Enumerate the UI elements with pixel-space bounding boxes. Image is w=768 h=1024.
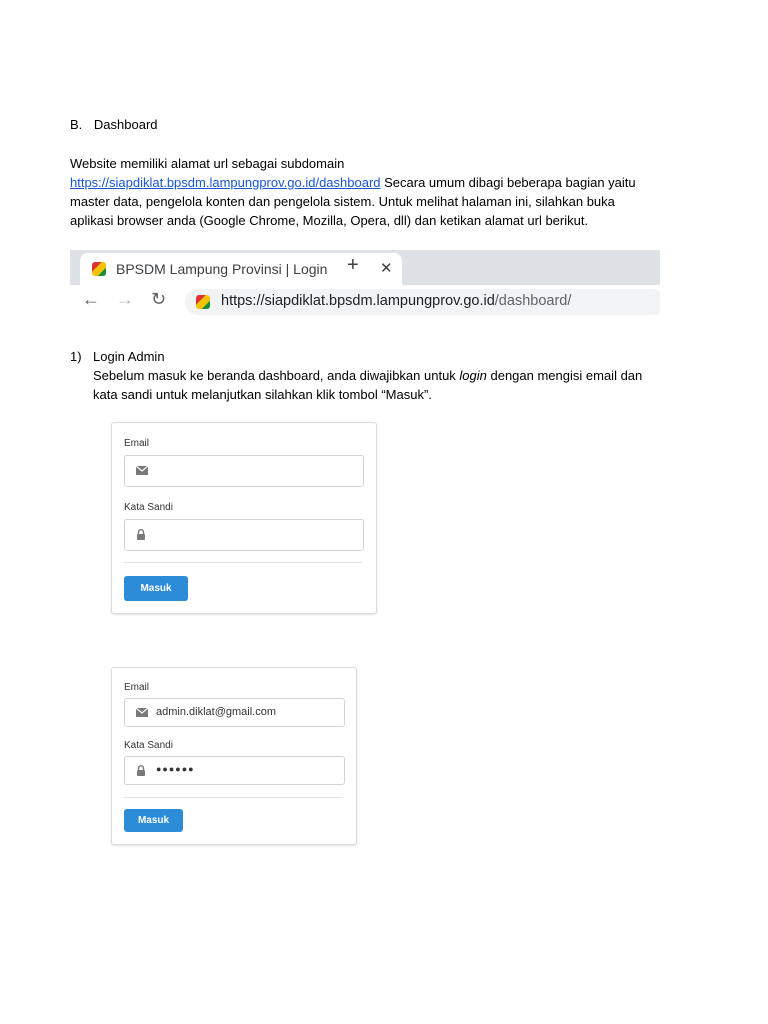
back-arrow-icon[interactable]: ← (82, 289, 100, 309)
login-para-line-1 (93, 366, 713, 385)
lock-icon (136, 765, 146, 776)
intro-line-3: master data, pengelola konten dan pengelola sistem. Untuk melihat halaman ini, silahkan buka (70, 194, 615, 209)
login-para-em: login (459, 368, 487, 383)
email-label: Email (124, 682, 150, 693)
login-heading (70, 347, 710, 366)
tab-strip (70, 250, 660, 285)
address-url (221, 293, 571, 309)
password-label: Kata Sandi (124, 740, 173, 751)
section-heading (70, 115, 710, 134)
email-input[interactable] (124, 455, 364, 487)
lock-icon (136, 529, 146, 540)
password-input[interactable] (124, 519, 364, 551)
email-label: Email (124, 438, 150, 449)
login-form-filled (111, 667, 357, 845)
browser-screenshot (70, 250, 660, 317)
envelope-icon (136, 466, 148, 475)
masuk-button[interactable]: Masuk (124, 809, 183, 832)
browser-toolbar (70, 285, 660, 317)
password-value: ●●●●●● (156, 764, 195, 774)
email-value: admin.diklat@gmail.com (156, 706, 276, 718)
envelope-icon (136, 708, 148, 717)
login-number: 1) (70, 349, 82, 364)
tab-close-icon[interactable]: ✕ (380, 260, 393, 277)
password-label: Kata Sandi (124, 502, 173, 513)
section-marker: B. (70, 117, 83, 132)
login-para-a: Sebelum masuk ke beranda dashboard, anda diwajibkan untuk (93, 368, 460, 383)
section-title: Dashboard (93, 117, 158, 132)
intro-line-4: aplikasi browser anda (Google Chrome, Mozilla, Opera, dll) dan ketikan alamat url berikut. (70, 213, 589, 228)
masuk-button[interactable]: Masuk (124, 576, 188, 601)
url-path: /dashboard/ (494, 293, 572, 309)
bpsdm-favicon-icon (92, 262, 106, 276)
intro-line-2-rest: Secara umum dibagi beberapa bagian yaitu (380, 175, 636, 190)
url-host: https://siapdiklat.bpsdm.lampungprov.go.id (221, 293, 495, 309)
login-form-empty (111, 422, 377, 614)
form-divider (124, 797, 343, 798)
new-tab-icon[interactable]: + (347, 254, 359, 276)
login-para-b: dengan mengisi email dan (486, 368, 643, 383)
site-favicon-icon (196, 295, 210, 309)
login-title: Login Admin (93, 349, 165, 364)
tab-title: BPSDM Lampung Provinsi | Login (116, 261, 328, 277)
login-para-line-2: kata sandi untuk melanjutkan silahkan klik tombol “Masuk”. (93, 387, 432, 402)
dashboard-url-link[interactable]: https://siapdiklat.bpsdm.lampungprov.go.id/dashboard (70, 175, 381, 190)
intro-line-1: Website memiliki alamat url sebagai subdomain (70, 156, 345, 171)
intro-line-2 (70, 173, 710, 192)
forward-arrow-icon[interactable]: → (116, 289, 134, 309)
password-input[interactable] (124, 756, 345, 785)
email-input[interactable] (124, 698, 345, 727)
form-divider (124, 562, 362, 563)
address-bar[interactable] (185, 289, 660, 315)
reload-icon[interactable]: ↻ (151, 289, 167, 309)
